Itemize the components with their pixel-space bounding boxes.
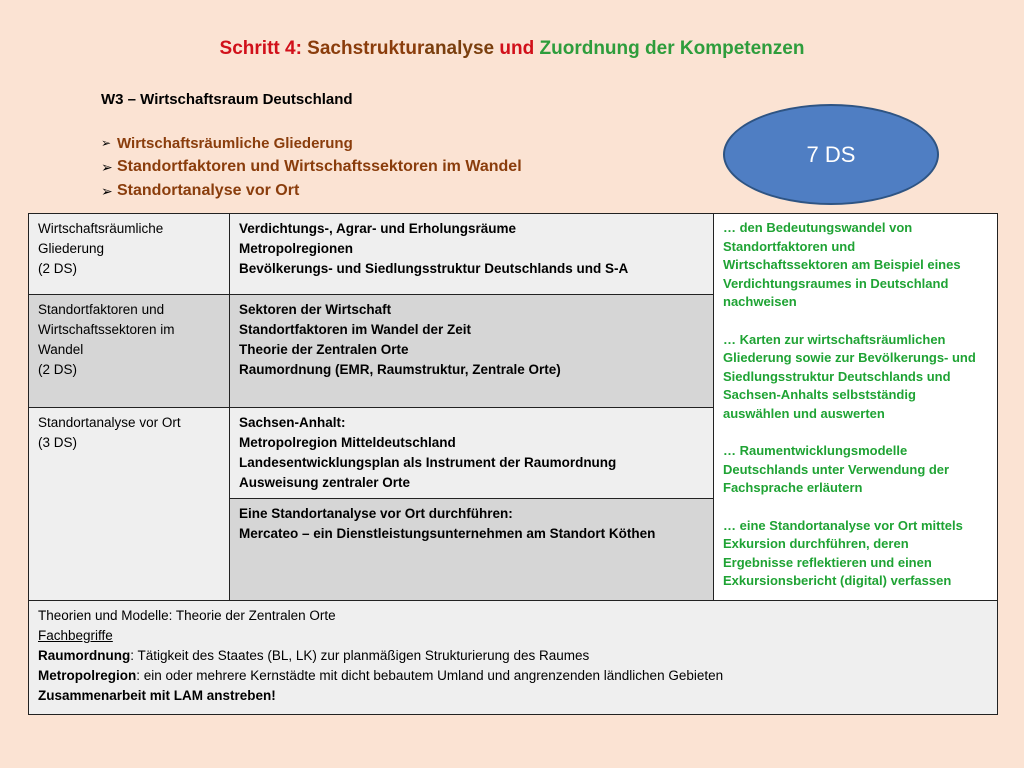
- content-cell: [230, 214, 714, 295]
- table-row: [29, 601, 998, 715]
- cell-line: Standortfaktoren und: [38, 302, 165, 317]
- ds-count-badge: [723, 104, 939, 205]
- cell-line: Wirtschaftsräumliche: [38, 221, 164, 236]
- bullet-item: [101, 155, 522, 179]
- cell-line: Sachsen-Anhalts selbstständig: [723, 387, 916, 403]
- cell-line: Raumordnung (EMR, Raumstruktur, Zentrale Orte): [239, 362, 561, 377]
- footer-note: Zusammenarbeit mit LAM anstreben!: [38, 688, 276, 703]
- cell-line: Theorie der Zentralen Orte: [239, 342, 409, 357]
- topic-cell: [29, 214, 230, 295]
- cell-line: Sachsen-Anhalt:: [239, 415, 346, 430]
- footer-definition-raumordnung: [38, 646, 988, 666]
- title-part-kompetenzen: Zuordnung der Kompetenzen: [539, 38, 805, 59]
- ds-count-label: 7 DS: [806, 141, 856, 167]
- cell-line: Fachsprache erläutern: [723, 480, 863, 496]
- footer-theory-line: Theorien und Modelle: Theorie der Zentralen Orte: [38, 608, 336, 623]
- cell-line: Bevölkerungs- und Siedlungsstruktur Deutschlands und S-A: [239, 261, 629, 276]
- title-part-analyse: analyse: [424, 38, 495, 59]
- cell-line: Gliederung: [38, 241, 105, 256]
- cell-line: Deutschlands unter Verwendung der: [723, 461, 950, 477]
- footer-cell: [29, 601, 998, 715]
- topic-bullet-list: [101, 131, 522, 203]
- cell-line: Mercateo – ein Dienstleistungsunternehmen am Standort Köthen: [239, 526, 656, 541]
- bullet-item: [101, 179, 522, 203]
- competency-item: [723, 442, 988, 498]
- cell-line: … Karten zur wirtschaftsräumlichen: [723, 331, 946, 347]
- cell-line: Standortanalyse vor Ort: [38, 415, 181, 430]
- cell-line: Metropolregionen: [239, 241, 353, 256]
- cell-line: Ergebnisse reflektieren und einen: [723, 554, 932, 570]
- cell-line: Sektoren der Wirtschaft: [239, 302, 392, 317]
- title-part-step: Schritt 4:: [219, 38, 308, 59]
- bullet-item: [101, 131, 522, 155]
- arrow-bullet-icon: ➢: [101, 158, 113, 175]
- arrow-bullet-icon: ➢: [101, 136, 112, 150]
- cell-line: … Raumentwicklungsmodelle: [723, 443, 908, 459]
- cell-line: Siedlungsstruktur Deutschlands und: [723, 368, 951, 384]
- bullet-text: Standortanalyse vor Ort: [117, 182, 300, 199]
- cell-line: … eine Standortanalyse vor Ort mittels: [723, 517, 963, 533]
- definition: : Tätigkeit des Staates (BL, LK) zur planmäßigen Strukturierung des Raumes: [130, 648, 590, 663]
- arrow-bullet-icon: ➢: [101, 182, 113, 199]
- cell-line: Wirtschaftssektoren im: [38, 322, 175, 337]
- cell-line: Ausweisung zentraler Orte: [239, 475, 411, 490]
- cell-line: Exkursion durchführen, deren: [723, 536, 909, 552]
- topic-cell: [29, 408, 230, 601]
- competency-item: [723, 517, 988, 591]
- table-row: [29, 214, 998, 295]
- content-table: [28, 213, 998, 715]
- cell-line: Wirtschaftssektoren am Beispiel eines: [723, 257, 961, 273]
- cell-line: … den Bedeutungswandel von: [723, 220, 913, 235]
- competency-item: [723, 219, 988, 312]
- competency-item: [723, 331, 988, 424]
- definition: : ein oder mehrere Kernstädte mit dicht bebautem Umland und angrenzenden ländlichen Gebieten: [136, 668, 724, 683]
- cell-line: Verdichtungs-, Agrar- und Erholungsräume: [239, 221, 517, 236]
- footer-terms-heading: Fachbegriffe: [38, 628, 113, 643]
- cell-line: Verdichtungsraumes in Deutschland: [723, 275, 949, 291]
- content-cell: [230, 408, 714, 499]
- cell-line: Wandel: [38, 342, 84, 357]
- footer-definition-metropolregion: [38, 666, 988, 686]
- cell-line: Metropolregion Mitteldeutschland: [239, 435, 456, 450]
- cell-line: (3 DS): [38, 435, 78, 450]
- cell-line: (2 DS): [38, 362, 78, 377]
- bullet-text: Standortfaktoren und Wirtschaftssektoren im Wandel: [117, 158, 522, 175]
- topic-cell: [29, 295, 230, 408]
- title-part-sachstruktur: Sachstruktur: [307, 38, 425, 59]
- cell-line: nachweisen: [723, 294, 797, 310]
- cell-line: auswählen und auswerten: [723, 405, 885, 421]
- title-part-und: und: [494, 38, 540, 59]
- subtitle: W3 – Wirtschaftsraum Deutschland: [101, 91, 353, 108]
- cell-line: (2 DS): [38, 261, 78, 276]
- term: Metropolregion: [38, 668, 137, 683]
- cell-line: Eine Standortanalyse vor Ort durchführen:: [239, 506, 513, 521]
- bullet-text: Wirtschaftsräumliche Gliederung: [117, 134, 353, 152]
- cell-line: Standortfaktoren im Wandel der Zeit: [239, 322, 472, 337]
- cell-line: Standortfaktoren und: [723, 238, 856, 254]
- cell-line: Gliederung sowie zur Bevölkerungs- und: [723, 350, 976, 366]
- content-cell: [230, 499, 714, 601]
- cell-line: Landesentwicklungsplan als Instrument der Raumordnung: [239, 455, 617, 470]
- term: Raumordnung: [38, 648, 131, 663]
- cell-line: Exkursionsbericht (digital) verfassen: [723, 573, 952, 589]
- competency-cell: [714, 214, 998, 601]
- slide-title: [0, 38, 1024, 60]
- content-cell: [230, 295, 714, 408]
